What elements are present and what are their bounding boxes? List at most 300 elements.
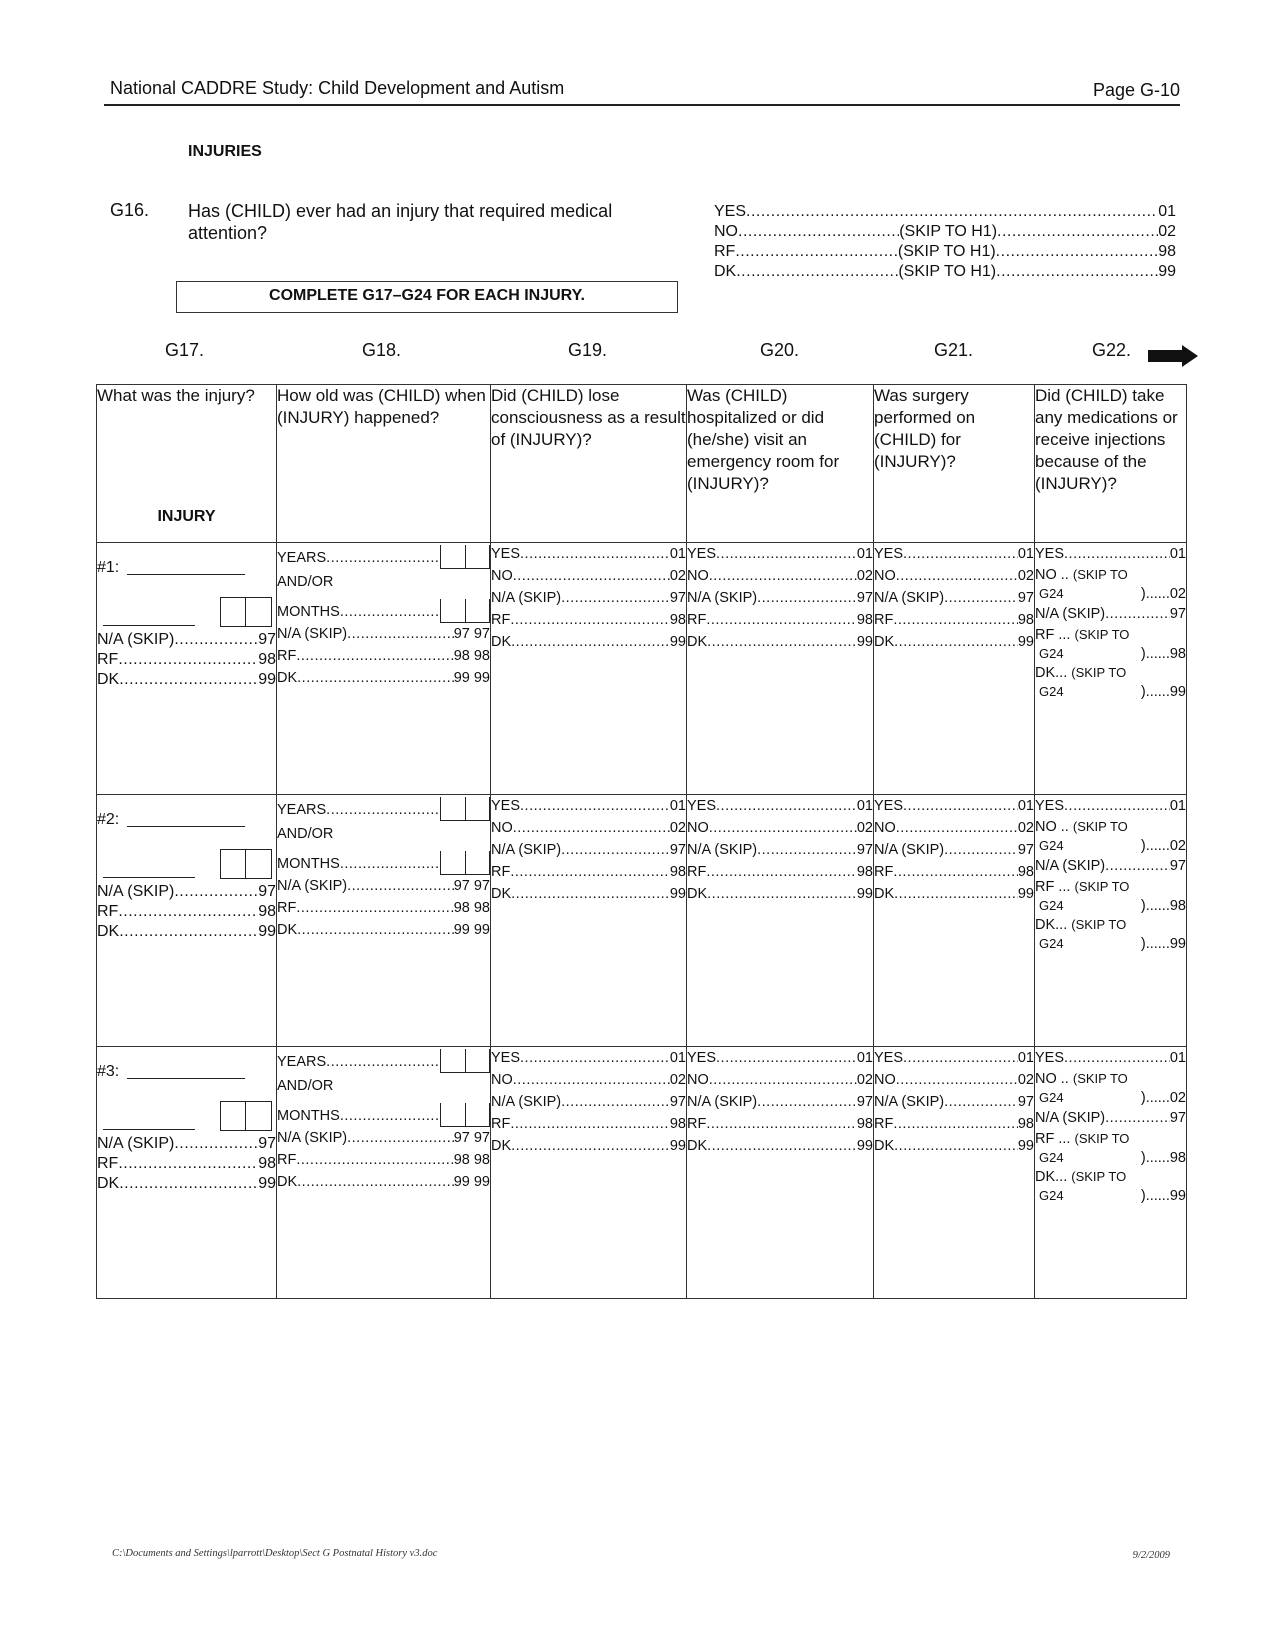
g20-option-rf[interactable]: [687, 1113, 873, 1135]
footer-file-path: C:\Documents and Settings\lparrott\Desktop\Sect G Postnatal History v3.doc: [112, 1548, 438, 1559]
col-label-g20: G20.: [760, 340, 800, 360]
g21-option-no[interactable]: [874, 1069, 1034, 1091]
g22-option-skip[interactable]: [1035, 625, 1186, 663]
option-label: NO: [874, 1072, 896, 1088]
option-code: 98: [258, 1155, 276, 1172]
g21-question: Was surgery performed on (CHILD) for (INJURY)?: [874, 385, 1035, 543]
option-code: 98: [669, 612, 686, 628]
option-label: NO: [687, 820, 709, 836]
injury-text-field[interactable]: [127, 813, 245, 827]
g20-option-rf[interactable]: [687, 609, 873, 631]
months-entry[interactable]: [277, 851, 490, 875]
age-entry-boxes[interactable]: [440, 1049, 490, 1073]
option-code: 97: [669, 1094, 686, 1110]
years-entry[interactable]: [277, 797, 490, 821]
option-label: RF: [97, 1155, 119, 1172]
g17-option[interactable]: [97, 902, 276, 922]
option-code: 98: [258, 651, 276, 668]
leader-dots: [511, 883, 670, 905]
g18-option[interactable]: [277, 919, 490, 941]
leader-dots: [340, 853, 440, 875]
option-label: N/A (SKIP): [1035, 1110, 1106, 1126]
leader-dots: [510, 861, 670, 883]
option-code: 98: [1158, 243, 1176, 260]
g20-option-naskip[interactable]: [687, 1091, 873, 1113]
g21-option-yes[interactable]: [874, 795, 1034, 817]
option-label: NO: [491, 568, 513, 584]
g19-option-no[interactable]: [491, 1069, 686, 1091]
option-code: 99: [669, 886, 686, 902]
option-label: DK: [491, 1138, 512, 1154]
injury-text-field[interactable]: [127, 1065, 245, 1079]
footer-date: 9/2/2009: [1132, 1550, 1170, 1561]
g20-option-yes[interactable]: [687, 795, 873, 817]
skip-target: G24 )......98: [1039, 1150, 1186, 1166]
g19-option-yes[interactable]: [491, 1047, 686, 1069]
digit-box[interactable]: [440, 1103, 465, 1127]
leader-dots: [709, 817, 857, 839]
g19-question: Did (CHILD) lose consciousness as a result of (INJURY)?: [491, 385, 687, 543]
g20-question: Was (CHILD) hospitalized or did (he/she) visit an emergency room for (INJURY)?: [687, 385, 874, 543]
g20-option-rf[interactable]: [687, 861, 873, 883]
g22-option-yes[interactable]: [1035, 543, 1186, 565]
g17-option[interactable]: [97, 1154, 276, 1174]
skip-target: G24 )......02: [1039, 838, 1186, 854]
g16-option-rf[interactable]: [714, 242, 1176, 262]
leader-dots: [716, 795, 857, 817]
leader-dots: [347, 875, 454, 897]
g19-option-rf[interactable]: [491, 1113, 686, 1135]
option-label: RF: [277, 900, 297, 916]
option-code: 01: [1158, 203, 1176, 220]
g22-option-skip[interactable]: [1035, 877, 1186, 915]
option-code: 01: [1017, 546, 1034, 562]
g22-option-skip[interactable]: [1035, 663, 1186, 701]
g20-option-dk[interactable]: [687, 631, 873, 653]
digit-box[interactable]: [465, 851, 490, 875]
leader-dots: [297, 667, 454, 689]
option-label: N/A (SKIP): [687, 590, 758, 606]
g18-option[interactable]: [277, 1171, 490, 1193]
code-box[interactable]: [220, 597, 246, 627]
leader-dots: [296, 897, 453, 919]
option-code: 98: [669, 864, 686, 880]
g21-option-naskip[interactable]: [874, 587, 1034, 609]
digit-box[interactable]: [465, 797, 490, 821]
years-label: YEARS: [277, 1054, 327, 1070]
g18-option[interactable]: [277, 1127, 490, 1149]
g19-option-yes[interactable]: [491, 795, 686, 817]
col-label-g21: G21.: [934, 340, 974, 360]
option-label: N/A (SKIP): [1035, 858, 1106, 874]
g22-option-skip[interactable]: [1035, 915, 1186, 953]
option-code: 02: [856, 568, 873, 584]
g22-cell: [1035, 543, 1187, 795]
leader-dots: [706, 861, 857, 883]
g16-option-no[interactable]: [714, 222, 1176, 242]
months-label: MONTHS: [277, 1108, 340, 1124]
g19-option-rf[interactable]: [491, 609, 686, 631]
option-label: RF: [491, 1116, 511, 1132]
g17-options: [97, 630, 276, 690]
leader-dots: [894, 631, 1018, 653]
leader-dots: [1064, 543, 1170, 565]
g17-cell: [97, 1047, 277, 1299]
option-label: DK... (SKIP TO: [1035, 917, 1127, 933]
option-code: 97: [1169, 606, 1186, 622]
leader-dots: [1064, 1047, 1170, 1069]
option-label: NO .. (SKIP TO: [1035, 1071, 1128, 1087]
option-code: 98 98: [453, 1152, 490, 1168]
leader-dots: [174, 882, 258, 902]
code-box[interactable]: [246, 1101, 272, 1131]
g22-option-yes[interactable]: [1035, 1047, 1186, 1069]
g17-option[interactable]: [97, 1134, 276, 1154]
g18-option[interactable]: [277, 645, 490, 667]
g18-option[interactable]: [277, 1149, 490, 1171]
leader-dots: [707, 883, 857, 905]
leader-dots: [296, 1149, 453, 1171]
option-label: YES: [874, 798, 904, 814]
g21-option-naskip[interactable]: [874, 1091, 1034, 1113]
g21-option-naskip[interactable]: [874, 839, 1034, 861]
option-code: 01: [1169, 546, 1186, 562]
leader-dots: [1105, 855, 1170, 877]
option-code: 98: [1017, 612, 1034, 628]
g19-option-dk[interactable]: [491, 631, 686, 653]
option-label: DK: [714, 263, 737, 280]
g20-cell: [687, 795, 874, 1047]
option-code: 99: [1158, 263, 1176, 280]
g16-option-dk[interactable]: [714, 262, 1176, 282]
leader-dots: [513, 565, 670, 587]
option-code: 01: [856, 546, 873, 562]
leader-dots: [1064, 795, 1170, 817]
injury-code-boxes[interactable]: [97, 1101, 272, 1131]
injury-entry: [97, 1061, 276, 1083]
g18-option[interactable]: [277, 875, 490, 897]
g20-option-no[interactable]: [687, 1069, 873, 1091]
leader-dots: [174, 1134, 258, 1154]
g17-option[interactable]: [97, 1174, 276, 1194]
g19-cell: [491, 1047, 687, 1299]
g17-option[interactable]: [97, 650, 276, 670]
g18-question: How old was (CHILD) when (INJURY) happened?: [277, 385, 491, 543]
digit-box[interactable]: [465, 545, 490, 569]
g22-question: Did (CHILD) take any medications or receive injections because of the (INJURY)?: [1035, 385, 1187, 543]
leader-dots: [709, 565, 857, 587]
leader-dots: [996, 242, 1159, 262]
years-entry[interactable]: [277, 1049, 490, 1073]
g20-option-no[interactable]: [687, 817, 873, 839]
injury-sublabel: INJURY: [157, 508, 216, 525]
g17-option[interactable]: [97, 670, 276, 690]
injury-code-boxes[interactable]: [97, 597, 272, 627]
option-label: N/A (SKIP): [687, 1094, 758, 1110]
option-code: 01: [669, 546, 686, 562]
skip-target: G24 )......99: [1039, 1188, 1186, 1204]
instruction-box: COMPLETE G17–G24 FOR EACH INJURY.: [176, 281, 678, 313]
leader-dots: [1105, 1107, 1170, 1129]
leader-dots: [326, 1051, 440, 1073]
leader-dots: [709, 1069, 857, 1091]
specify-line[interactable]: [103, 877, 195, 878]
g18-option[interactable]: [277, 897, 490, 919]
section-title: INJURIES: [188, 143, 262, 160]
option-label: NO: [491, 1072, 513, 1088]
leader-dots: [757, 839, 857, 861]
option-code: 99: [258, 1175, 276, 1192]
g18-options: [277, 875, 490, 941]
g20-option-naskip[interactable]: [687, 587, 873, 609]
g18-option[interactable]: [277, 667, 490, 689]
option-label: RF ... (SKIP TO: [1035, 627, 1130, 643]
leader-dots: [896, 565, 1018, 587]
option-label: YES: [714, 203, 747, 220]
g21-cell: [874, 795, 1035, 1047]
option-label: NO: [874, 568, 896, 584]
option-label: NO: [687, 568, 709, 584]
digit-box[interactable]: [440, 1049, 465, 1073]
leader-dots: [340, 601, 440, 623]
g19-option-no[interactable]: [491, 565, 686, 587]
option-code: 99: [258, 923, 276, 940]
digit-box[interactable]: [440, 545, 465, 569]
leader-dots: [511, 631, 670, 653]
document-title: National CADDRE Study: Child Development and Autism: [110, 78, 565, 98]
option-label: YES: [687, 1050, 717, 1066]
g19-option-dk[interactable]: [491, 1135, 686, 1157]
option-code: 97: [1169, 858, 1186, 874]
option-label: N/A (SKIP): [97, 1135, 175, 1152]
g21-option-rf[interactable]: [874, 861, 1034, 883]
g22-option-skip[interactable]: [1035, 1069, 1186, 1107]
g21-option-no[interactable]: [874, 565, 1034, 587]
g18-options: [277, 623, 490, 689]
option-label: YES: [1035, 546, 1065, 562]
option-code: 98: [669, 1116, 686, 1132]
injury-grid: [96, 384, 1187, 1299]
option-label: DK: [491, 634, 512, 650]
g20-option-dk[interactable]: [687, 883, 873, 905]
g17-option[interactable]: [97, 882, 276, 902]
g18-option[interactable]: [277, 623, 490, 645]
option-code: 99: [1017, 1138, 1034, 1154]
leader-dots: [903, 543, 1018, 565]
age-entry-boxes[interactable]: [440, 1103, 490, 1127]
g17-option[interactable]: [97, 922, 276, 942]
leader-dots: [297, 1171, 454, 1193]
g22-option-skip[interactable]: [1035, 1167, 1186, 1205]
leader-dots: [944, 839, 1018, 861]
g20-option-dk[interactable]: [687, 1135, 873, 1157]
g21-option-dk[interactable]: [874, 631, 1034, 653]
option-label: YES: [1035, 1050, 1065, 1066]
g16-number: G16.: [110, 200, 150, 220]
months-entry[interactable]: [277, 1103, 490, 1127]
g21-cell: [874, 1047, 1035, 1299]
injury-row-3: [97, 1047, 1187, 1299]
leader-dots: [893, 609, 1018, 631]
option-code: 99 99: [453, 1174, 490, 1190]
g21-option-dk[interactable]: [874, 1135, 1034, 1157]
option-code: 02: [669, 820, 686, 836]
g20-option-no[interactable]: [687, 565, 873, 587]
digit-box[interactable]: [465, 599, 490, 623]
option-label: YES: [491, 798, 521, 814]
leader-dots: [893, 1113, 1018, 1135]
age-entry-boxes[interactable]: [440, 599, 490, 623]
option-label: DK: [277, 670, 298, 686]
code-box[interactable]: [246, 849, 272, 879]
leader-dots: [510, 1113, 670, 1135]
option-label: NO: [491, 820, 513, 836]
question-header-row: [97, 385, 1187, 543]
skip-instruction: (SKIP TO H1): [899, 223, 998, 240]
g19-option-no[interactable]: [491, 817, 686, 839]
option-label: N/A (SKIP): [874, 1094, 945, 1110]
leader-dots: [561, 1091, 670, 1113]
skip-target: G24 )......02: [1039, 1090, 1186, 1106]
g19-option-naskip[interactable]: [491, 1091, 686, 1113]
leader-dots: [119, 670, 258, 690]
g19-option-naskip[interactable]: [491, 839, 686, 861]
option-code: 99: [1017, 634, 1034, 650]
g22-option-skip[interactable]: [1035, 565, 1186, 603]
g22-option-yes[interactable]: [1035, 795, 1186, 817]
option-code: 99: [856, 1138, 873, 1154]
leader-dots: [735, 242, 898, 262]
specify-line[interactable]: [103, 625, 195, 626]
leader-dots: [903, 1047, 1018, 1069]
option-label: RF: [97, 651, 119, 668]
leader-dots: [340, 1105, 440, 1127]
g22-option-naskip[interactable]: [1035, 1107, 1186, 1129]
injury-code-boxes[interactable]: [97, 849, 272, 879]
code-box[interactable]: [220, 849, 246, 879]
option-label: N/A (SKIP): [687, 842, 758, 858]
option-code: 97: [856, 590, 873, 606]
option-label: N/A (SKIP): [874, 842, 945, 858]
option-label: NO: [714, 223, 738, 240]
specify-line[interactable]: [103, 1129, 195, 1130]
age-entry-boxes[interactable]: [440, 545, 490, 569]
g21-option-rf[interactable]: [874, 1113, 1034, 1135]
option-code: 98: [1017, 1116, 1034, 1132]
digit-box[interactable]: [465, 1103, 490, 1127]
leader-dots: [896, 817, 1018, 839]
option-label: DK... (SKIP TO: [1035, 665, 1127, 681]
g21-option-dk[interactable]: [874, 883, 1034, 905]
g21-option-rf[interactable]: [874, 609, 1034, 631]
option-label: DK: [874, 886, 895, 902]
option-label: RF ... (SKIP TO: [1035, 879, 1130, 895]
option-label: NO .. (SKIP TO: [1035, 819, 1128, 835]
digit-box[interactable]: [440, 851, 465, 875]
option-code: 97: [669, 842, 686, 858]
injury-entry: [97, 557, 276, 579]
leader-dots: [707, 631, 857, 653]
option-label: N/A (SKIP): [97, 631, 175, 648]
digit-box[interactable]: [440, 797, 465, 821]
injury-number: #2:: [97, 811, 120, 828]
option-code: 01: [1169, 1050, 1186, 1066]
g20-option-yes[interactable]: [687, 1047, 873, 1069]
g19-option-rf[interactable]: [491, 861, 686, 883]
years-entry[interactable]: [277, 545, 490, 569]
injury-text-field[interactable]: [127, 561, 245, 575]
leader-dots: [326, 799, 440, 821]
g18-cell: [277, 1047, 491, 1299]
months-entry[interactable]: [277, 599, 490, 623]
option-code: 02: [1017, 820, 1034, 836]
g21-cell: [874, 543, 1035, 795]
leader-dots: [513, 1069, 670, 1091]
option-label: DK: [491, 886, 512, 902]
option-code: 01: [856, 1050, 873, 1066]
g22-option-skip[interactable]: [1035, 1129, 1186, 1167]
g20-option-naskip[interactable]: [687, 839, 873, 861]
option-label: RF: [491, 612, 511, 628]
g22-option-naskip[interactable]: [1035, 855, 1186, 877]
g19-option-naskip[interactable]: [491, 587, 686, 609]
option-code: 02: [856, 1072, 873, 1088]
g19-option-dk[interactable]: [491, 883, 686, 905]
option-label: YES: [1035, 798, 1065, 814]
leader-dots: [716, 1047, 857, 1069]
option-code: 02: [1017, 1072, 1034, 1088]
g21-option-yes[interactable]: [874, 1047, 1034, 1069]
g19-option-yes[interactable]: [491, 543, 686, 565]
leader-dots: [326, 547, 440, 569]
g17-option[interactable]: [97, 630, 276, 650]
g16-option-yes[interactable]: [714, 202, 1176, 222]
g20-option-yes[interactable]: [687, 543, 873, 565]
leader-dots: [997, 222, 1158, 242]
option-label: RF ... (SKIP TO: [1035, 1131, 1130, 1147]
skip-target: G24 )......98: [1039, 898, 1186, 914]
g22-option-skip[interactable]: [1035, 817, 1186, 855]
option-code: 99 99: [453, 922, 490, 938]
option-label: N/A (SKIP): [491, 1094, 562, 1110]
g21-option-yes[interactable]: [874, 543, 1034, 565]
leader-dots: [706, 1113, 857, 1135]
g21-option-no[interactable]: [874, 817, 1034, 839]
skip-target: G24 )......98: [1039, 646, 1186, 662]
leader-dots: [119, 1174, 258, 1194]
option-label: N/A (SKIP): [277, 626, 348, 642]
header-rule: [104, 104, 1180, 106]
g19-cell: [491, 543, 687, 795]
age-entry-boxes[interactable]: [440, 851, 490, 875]
leader-dots: [347, 623, 454, 645]
age-entry-boxes[interactable]: [440, 797, 490, 821]
leader-dots: [510, 609, 670, 631]
months-label: MONTHS: [277, 856, 340, 872]
code-box[interactable]: [220, 1101, 246, 1131]
code-box[interactable]: [246, 597, 272, 627]
option-code: 98 98: [453, 648, 490, 664]
injury-entry: [97, 809, 276, 831]
g22-option-naskip[interactable]: [1035, 603, 1186, 625]
leader-dots: [511, 1135, 670, 1157]
digit-box[interactable]: [465, 1049, 490, 1073]
g17-cell: [97, 543, 277, 795]
option-label: RF: [874, 1116, 894, 1132]
leader-dots: [119, 922, 258, 942]
col-label-g22: G22.: [1092, 340, 1132, 360]
digit-box[interactable]: [440, 599, 465, 623]
